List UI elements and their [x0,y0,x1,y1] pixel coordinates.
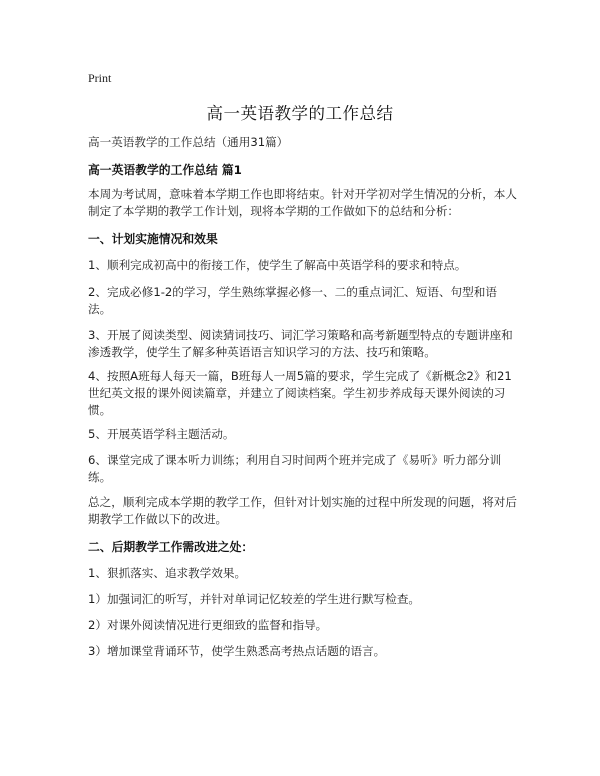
improvement-item: 1、狠抓落实、追求教学效果。 [88,566,247,580]
section-heading-plan: 一、计划实施情况和效果 [88,232,218,246]
improvement-item: 3）增加课堂背诵环节，使学生熟悉高考热点话题的语言。 [88,644,386,658]
plan-item: 1、顺利完成初高中的衔接工作，使学生了解高中英语学科的要求和特点。 [88,258,467,272]
plan-item: 5、开展英语学科主题活动。 [88,427,235,441]
improvement-item: 1）加强词汇的听写，并针对单词记忆较差的学生进行默写检查。 [88,592,421,606]
plan-item: 3、开展了阅读类型、阅读猜词技巧、词汇学习策略和高考新题型特点的专题讲座和渗透教学，使学生了解多种英语语言知识学习的方法、技巧和策略。 [88,328,513,359]
plan-item: 6、课堂完成了课本听力训练；利用自习时间两个班并完成了《易听》听力部分训练。 [88,453,502,484]
print-link[interactable]: Print [88,71,112,85]
improvement-item: 2）对课外阅读情况进行更细致的监督和指导。 [88,618,328,632]
document-subtitle: 高一英语教学的工作总结（通用31篇） [88,135,289,149]
article-heading: 高一英语教学的工作总结 篇1 [88,163,242,177]
plan-item: 2、完成必修1-2的学习，学生熟练掌握必修一、二的重点词汇、短语、句型和语法。 [88,285,497,316]
summary-paragraph: 总之，顺利完成本学期的教学工作，但针对计划实施的过程中所发现的问题，将对后期教学工作做以下的改进。 [88,495,517,526]
page-title: 高一英语教学的工作总结 [206,104,394,123]
plan-item: 4、按照A班每人每天一篇，B班每人一周5篇的要求，学生完成了《新概念2》和21世纪英文报的课外阅读篇章，并建立了阅读档案。学生初步养成每天课外阅读的习惯。 [88,369,512,417]
section-heading-improvement: 二、后期教学工作需改进之处： [88,540,254,554]
intro-paragraph: 本周为考试周，意味着本学期工作也即将结束。针对开学初对学生情况的分析，本人制定了本学期的教学工作计划，现将本学期的工作做如下的总结和分析： [88,187,517,218]
